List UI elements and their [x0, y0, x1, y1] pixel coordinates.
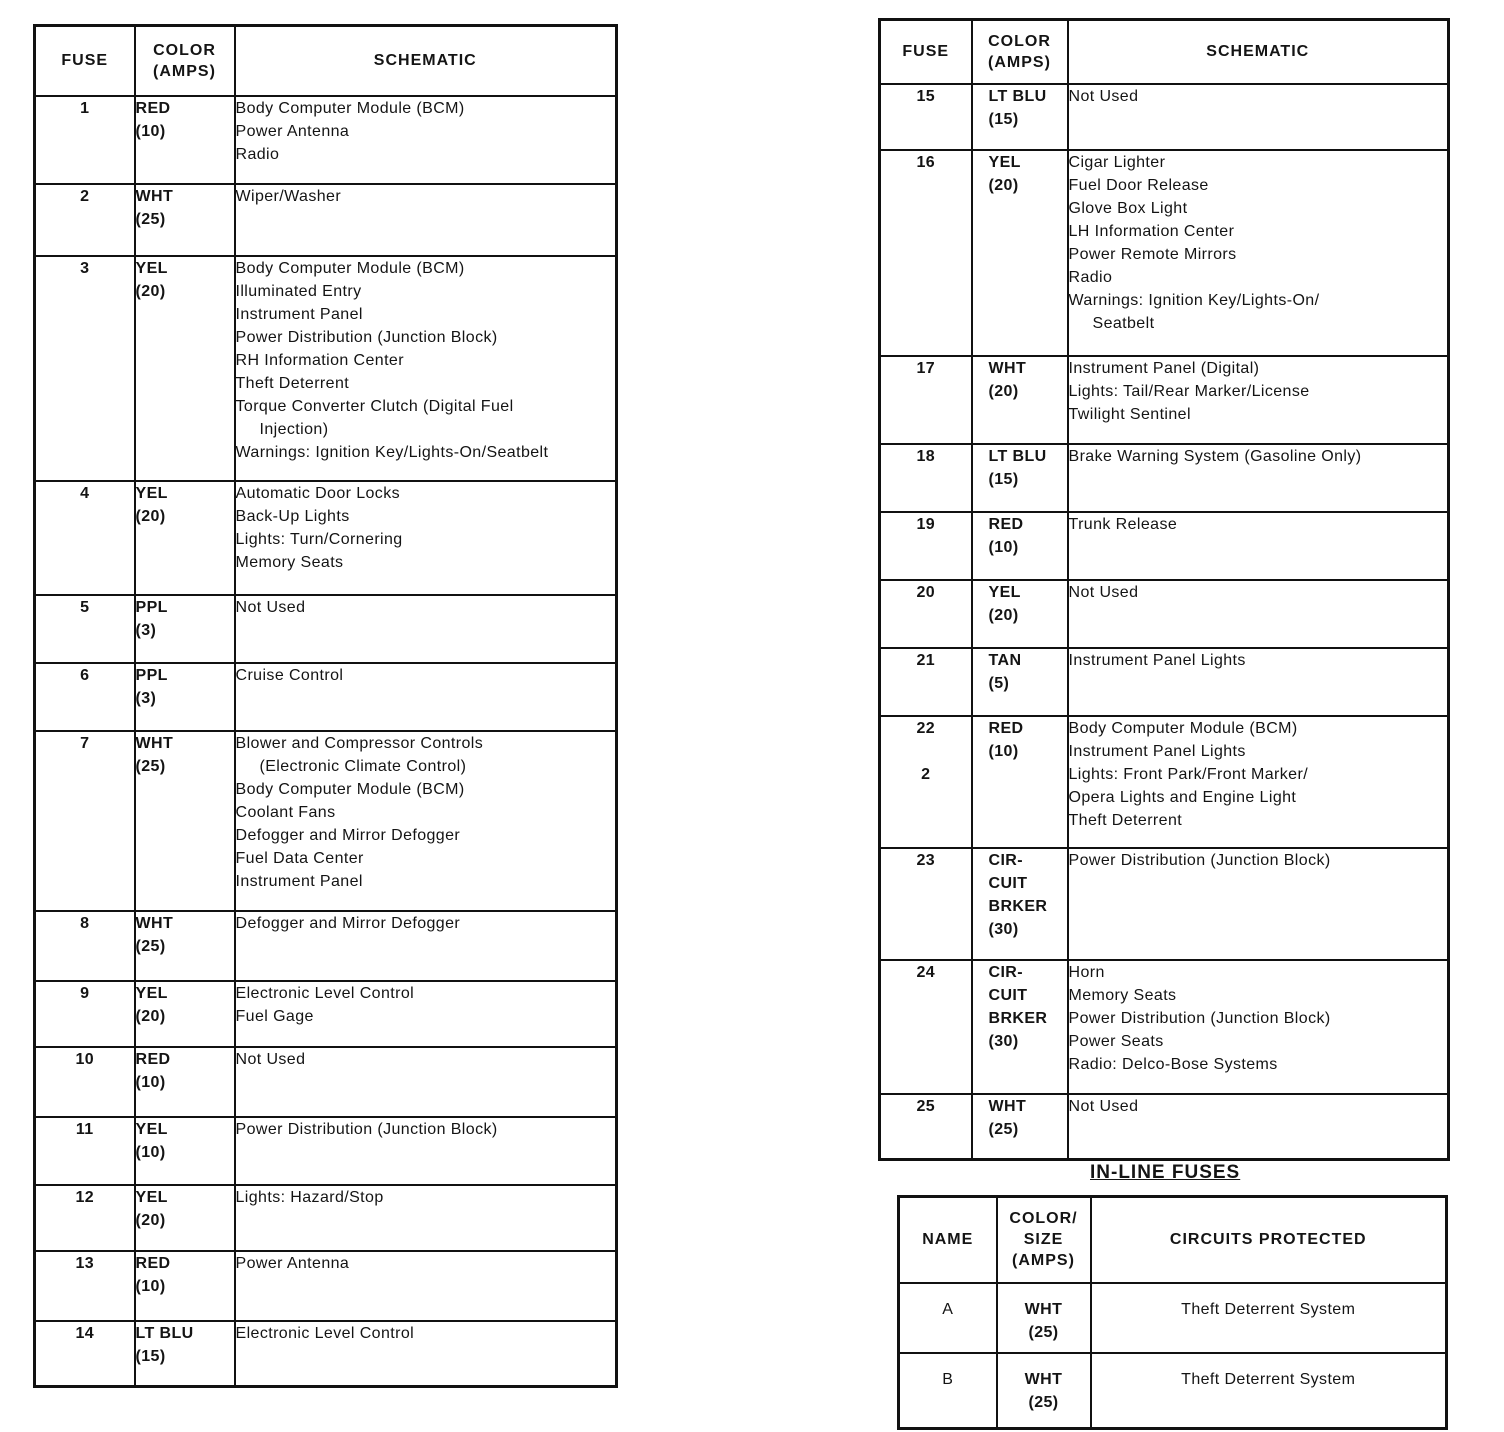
table-row — [880, 960, 1449, 1094]
fuse-schematic: Not Used — [1068, 580, 1449, 648]
table-row — [880, 1094, 1449, 1160]
fuse-number: 11 — [35, 1117, 135, 1185]
fuse-schematic: Body Computer Module (BCM) Power Antenna Radio — [235, 96, 617, 184]
name-header: NAME — [899, 1197, 997, 1283]
fuse-number: 4 — [35, 481, 135, 595]
table-row — [880, 648, 1449, 716]
fuse-table-left — [33, 24, 618, 1388]
fuse-color: YEL (20) — [972, 150, 1068, 356]
fuse-number: 23 — [880, 848, 972, 960]
fuse-schematic: Not Used — [1068, 1094, 1449, 1160]
inline-fuse-name: B — [899, 1353, 997, 1429]
schematic-header: SCHEMATIC — [235, 26, 617, 96]
table-row — [35, 96, 617, 184]
fuse-schematic: Power Antenna — [235, 1251, 617, 1321]
fuse-schematic: Not Used — [1068, 84, 1449, 150]
table-row — [880, 580, 1449, 648]
table-row — [35, 184, 617, 256]
color-size-header: COLOR/ SIZE (AMPS) — [997, 1197, 1091, 1283]
fuse-color: PPL (3) — [135, 595, 235, 663]
table-row — [35, 481, 617, 595]
table-row — [35, 1321, 617, 1387]
fuse-color: RED (10) — [972, 512, 1068, 580]
table-row — [880, 150, 1449, 356]
fuse-schematic: Cruise Control — [235, 663, 617, 731]
fuse-header: FUSE — [35, 26, 135, 96]
fuse-number: 20 — [880, 580, 972, 648]
fuse-color: CIR- CUIT BRKER (30) — [972, 960, 1068, 1094]
table-header-row — [899, 1197, 1447, 1283]
fuse-schematic: Horn Memory Seats Power Distribution (Junction Block) Power Seats Radio: Delco-Bose Systems — [1068, 960, 1449, 1094]
table-row — [880, 848, 1449, 960]
fuse-color: PPL (3) — [135, 663, 235, 731]
fuse-color: WHT (25) — [135, 911, 235, 981]
table-row — [880, 512, 1449, 580]
fuse-number: 5 — [35, 595, 135, 663]
table-row — [35, 1047, 617, 1117]
fuse-color: LT BLU (15) — [972, 84, 1068, 150]
fuse-schematic: Defogger and Mirror Defogger — [235, 911, 617, 981]
inline-fuse-color: WHT (25) — [997, 1283, 1091, 1353]
table-header-row — [880, 20, 1449, 84]
circuits-header: CIRCUITS PROTECTED — [1091, 1197, 1447, 1283]
table-row — [880, 444, 1449, 512]
fuse-schematic: Power Distribution (Junction Block) — [235, 1117, 617, 1185]
fuse-number: 16 — [880, 150, 972, 356]
fuse-color: YEL (20) — [135, 481, 235, 595]
table-row — [880, 84, 1449, 150]
fuse-color: RED (10) — [972, 716, 1068, 848]
color-header: COLOR (AMPS) — [135, 26, 235, 96]
fuse-number: 18 — [880, 444, 972, 512]
fuse-number: 6 — [35, 663, 135, 731]
table-row — [35, 663, 617, 731]
fuse-number: 19 — [880, 512, 972, 580]
fuse-schematic: Not Used — [235, 1047, 617, 1117]
fuse-number: 3 — [35, 256, 135, 481]
table-row — [35, 1185, 617, 1251]
inline-fuse-circuit: Theft Deterrent System — [1091, 1353, 1447, 1429]
fuse-number: 25 — [880, 1094, 972, 1160]
schematic-header: SCHEMATIC — [1068, 20, 1449, 84]
fuse-color: LT BLU (15) — [972, 444, 1068, 512]
fuse-color: YEL (20) — [972, 580, 1068, 648]
inline-fuse-circuit: Theft Deterrent System — [1091, 1283, 1447, 1353]
fuse-schematic: Electronic Level Control — [235, 1321, 617, 1387]
fuse-color: CIR- CUIT BRKER (30) — [972, 848, 1068, 960]
fuse-number: 12 — [35, 1185, 135, 1251]
fuse-color: WHT (20) — [972, 356, 1068, 444]
fuse-number: 24 — [880, 960, 972, 1094]
fuse-schematic: Trunk Release — [1068, 512, 1449, 580]
fuse-color: YEL (20) — [135, 1185, 235, 1251]
fuse-color: RED (10) — [135, 1047, 235, 1117]
table-row — [35, 256, 617, 481]
table-row — [35, 1251, 617, 1321]
fuse-number: 10 — [35, 1047, 135, 1117]
fuse-color: RED (10) — [135, 1251, 235, 1321]
fuse-schematic: Body Computer Module (BCM) Illuminated Entry Instrument Panel Power Distribution (Junction Block) RH Information Center Theft Deterrent Torque Converter Clutch (Digital Fuel Injection) Warnings: Ignition Key/Lights-On/Seatbelt — [235, 256, 617, 481]
fuse-schematic: Lights: Hazard/Stop — [235, 1185, 617, 1251]
fuse-color: YEL (20) — [135, 256, 235, 481]
fuse-number: 7 — [35, 731, 135, 911]
table-row — [899, 1283, 1447, 1353]
fuse-number: 2 — [35, 184, 135, 256]
table-row — [35, 981, 617, 1047]
color-header: COLOR (AMPS) — [972, 20, 1068, 84]
fuse-schematic: Brake Warning System (Gasoline Only) — [1068, 444, 1449, 512]
fuse-schematic: Instrument Panel (Digital) Lights: Tail/Rear Marker/License Twilight Sentinel — [1068, 356, 1449, 444]
fuse-number: 8 — [35, 911, 135, 981]
table-row — [35, 595, 617, 663]
fuse-schematic: Cigar Lighter Fuel Door Release Glove Box Light LH Information Center Power Remote Mirrors Radio Warnings: Ignition Key/Lights-On/ Seatbelt — [1068, 150, 1449, 356]
inline-fuse-name: A — [899, 1283, 997, 1353]
fuse-number: 14 — [35, 1321, 135, 1387]
fuse-color: WHT (25) — [135, 184, 235, 256]
fuse-color: RED (10) — [135, 96, 235, 184]
inline-fuse-color: WHT (25) — [997, 1353, 1091, 1429]
fuse-schematic: Not Used — [235, 595, 617, 663]
fuse-schematic: Power Distribution (Junction Block) — [1068, 848, 1449, 960]
table-row — [35, 731, 617, 911]
fuse-color: LT BLU (15) — [135, 1321, 235, 1387]
table-row — [899, 1353, 1447, 1429]
fuse-schematic: Automatic Door Locks Back-Up Lights Lights: Turn/Cornering Memory Seats — [235, 481, 617, 595]
fuse-number: 17 — [880, 356, 972, 444]
fuse-number: 1 — [35, 96, 135, 184]
fuse-schematic: Electronic Level Control Fuel Gage — [235, 981, 617, 1047]
fuse-color: YEL (10) — [135, 1117, 235, 1185]
inline-fuses-title: IN-LINE FUSES — [1090, 1162, 1241, 1183]
fuse-table-right — [878, 18, 1450, 1161]
fuse-color: TAN (5) — [972, 648, 1068, 716]
fuse-schematic: Instrument Panel Lights — [1068, 648, 1449, 716]
fuse-schematic: Body Computer Module (BCM) Instrument Panel Lights Lights: Front Park/Front Marker/ Opera Lights and Engine Light Theft Deterrent — [1068, 716, 1449, 848]
table-row — [880, 356, 1449, 444]
fuse-number: 9 — [35, 981, 135, 1047]
table-row — [880, 716, 1449, 848]
fuse-number: 15 — [880, 84, 972, 150]
fuse-color: WHT (25) — [135, 731, 235, 911]
fuse-schematic: Blower and Compressor Controls (Electronic Climate Control) Body Computer Module (BCM) Coolant Fans Defogger and Mirror Defogger Fuel Data Center Instrument Panel — [235, 731, 617, 911]
fuse-number: 22 2 — [880, 716, 972, 848]
fuse-header: FUSE — [880, 20, 972, 84]
fuse-color: YEL (20) — [135, 981, 235, 1047]
fuse-color: WHT (25) — [972, 1094, 1068, 1160]
fuse-number: 13 — [35, 1251, 135, 1321]
table-row — [35, 1117, 617, 1185]
table-row — [35, 911, 617, 981]
inline-fuse-table — [897, 1195, 1448, 1430]
fuse-number: 21 — [880, 648, 972, 716]
fuse-schematic: Wiper/Washer — [235, 184, 617, 256]
table-header-row — [35, 26, 617, 96]
